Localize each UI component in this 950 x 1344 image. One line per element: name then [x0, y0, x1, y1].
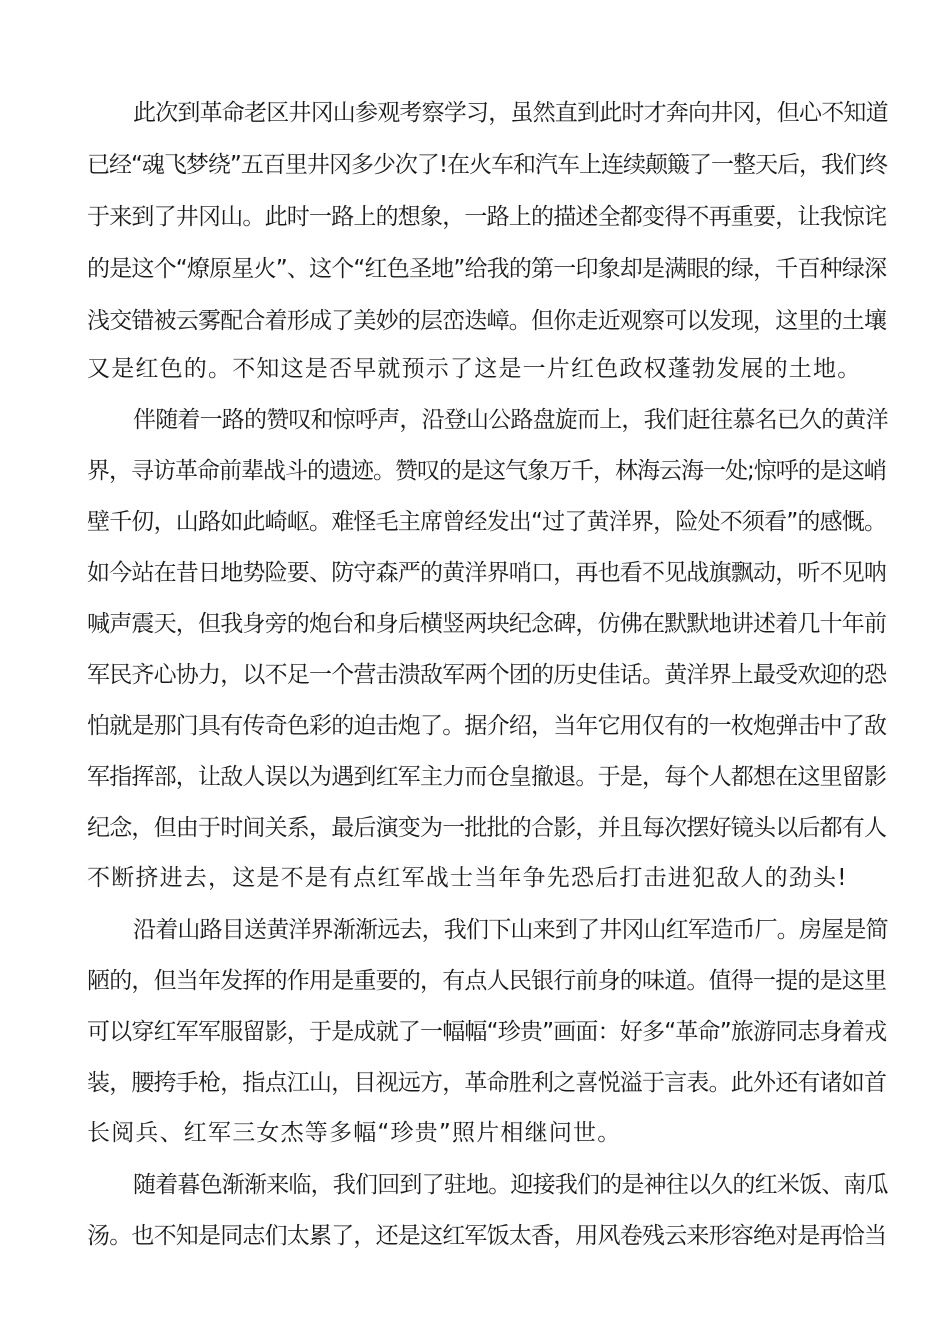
text-line: 已经“魂飞梦绕”五百里井冈多少次了!在火车和汽车上连续颠簸了一整天后，我们终: [87, 152, 888, 178]
text-line: 陋的，但当年发挥的作用是重要的，有点人民银行前身的味道。值得一提的是这里: [87, 968, 887, 994]
text-line: 长阅兵、红军三女杰等多幅“珍贵”照片相继问世。: [87, 1120, 622, 1146]
text-line: 可以穿红军军服留影，于是成就了一幅幅“珍贵”画面：好多“革命”旅游同志身着戎: [87, 1019, 887, 1045]
text-line: 汤。也不知是同志们太累了，还是这红军饭太香，用风卷残云来形容绝对是再恰当: [87, 1223, 887, 1249]
text-line: 装，腰挎手枪，指点江山，目视远方，革命胜利之喜悦溢于言表。此外还有诸如首: [87, 1070, 887, 1096]
text-line: 此次到革命老区井冈山参观考察学习，虽然直到此时才奔向井冈，但心不知道: [133, 100, 888, 126]
text-line: 军民齐心协力，以不足一个营击溃敌军两个团的历史佳话。黄洋界上最受欢迎的恐: [87, 662, 887, 688]
text-line: 界，寻访革命前辈战斗的遗迹。赞叹的是这气象万千，林海云海一处;惊呼的是这峭: [87, 458, 886, 484]
text-line: 的是这个“燎原星火”、这个“红色圣地”给我的第一印象却是满眼的绿，千百种绿深: [87, 256, 887, 282]
text-line: 怕就是那门具有传奇色彩的迫击炮了。据介绍，当年它用仅有的一枚炮弹击中了敌: [87, 713, 887, 739]
text-line: 又是红色的。不知这是否早就预示了这是一片红色政权蓬勃发展的土地。: [87, 356, 862, 382]
text-line: 不断挤进去，这是不是有点红军战士当年争先恐后打击进犯敌人的劲头!: [87, 865, 848, 891]
text-line: 于来到了井冈山。此时一路上的想象，一路上的描述全都变得不再重要，让我惊诧: [87, 204, 887, 230]
text-line: 伴随着一路的赞叹和惊呼声，沿登山公路盘旋而上，我们赶往慕名已久的黄洋: [133, 407, 888, 433]
text-line: 沿着山路目送黄洋界渐渐远去，我们下山来到了井冈山红军造币厂。房屋是简: [133, 917, 888, 943]
text-line: 军指挥部，让敌人误以为遇到红军主力而仓皇撤退。于是，每个人都想在这里留影: [87, 764, 887, 790]
text-line: 如今站在昔日地势险要、防守森严的黄洋界哨口，再也看不见战旗飘动，听不见呐: [87, 560, 887, 586]
text-line: 浅交错被云雾配合着形成了美妙的层峦迭嶂。但你走近观察可以发现，这里的土壤: [87, 308, 887, 334]
text-line: 纪念，但由于时间关系，最后演变为一批批的合影，并且每次摆好镜头以后都有人: [87, 815, 887, 841]
text-line: 随着暮色渐渐来临，我们回到了驻地。迎接我们的是神往以久的红米饭、南瓜: [133, 1172, 888, 1198]
text-line: 壁千仞，山路如此崎岖。难怪毛主席曾经发出“过了黄洋界，险处不须看”的感慨。: [87, 509, 887, 535]
text-line: 喊声震天，但我身旁的炮台和身后横竖两块纪念碑，仿佛在默默地讲述着几十年前: [87, 611, 887, 637]
